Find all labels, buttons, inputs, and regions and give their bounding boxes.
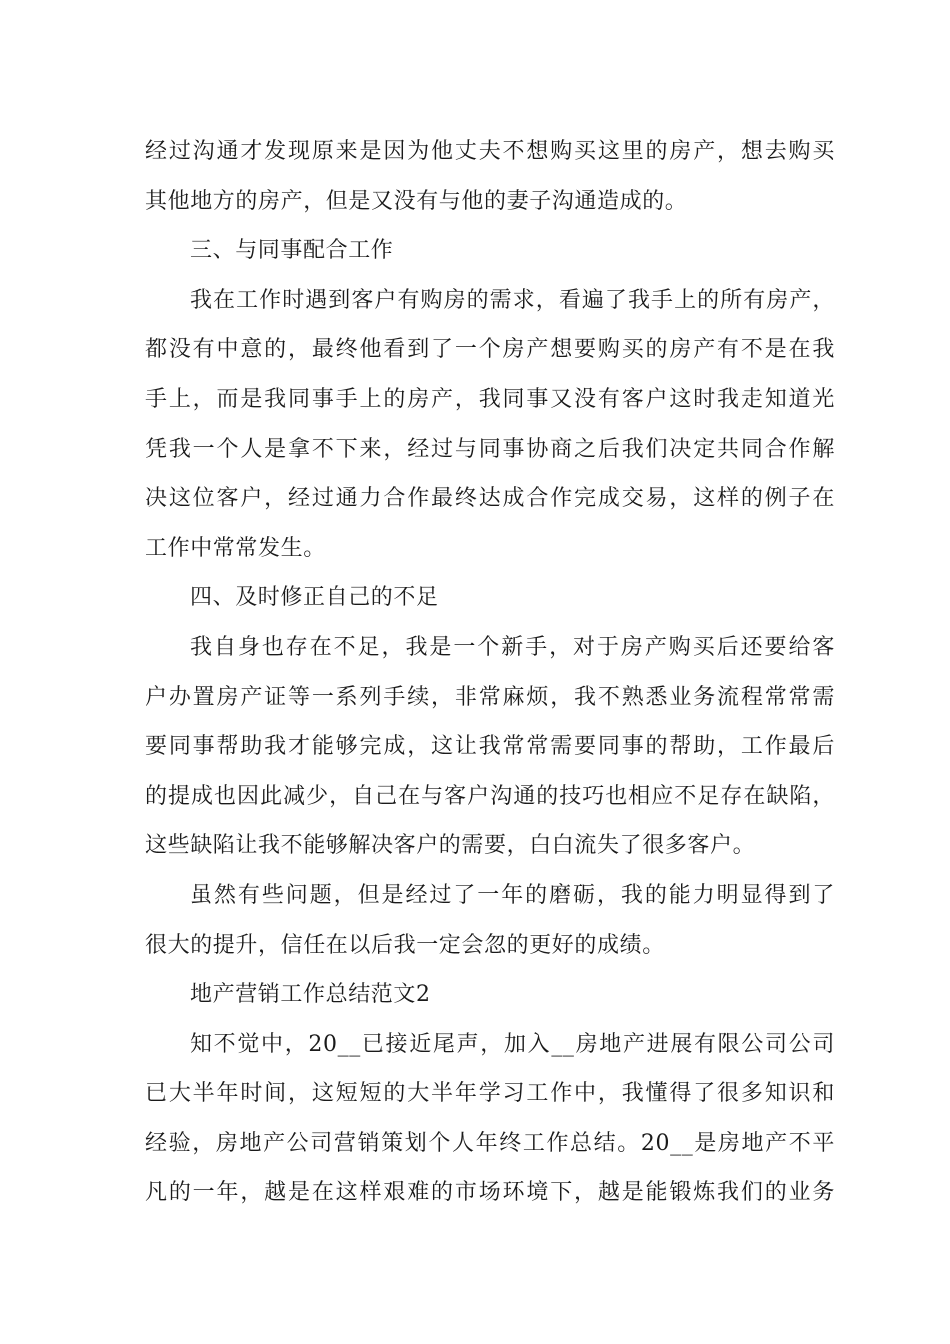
paragraph-line: 经过沟通才发现原来是因为他丈夫不想购买这里的房产，想去购买	[145, 139, 835, 164]
paragraph-line: 手上，而是我同事手上的房产，我同事又没有客户这时我走知道光	[145, 386, 835, 412]
section-heading: 四、及时修正自己的不足	[190, 585, 439, 611]
paragraph-line: 知不觉中，20__已接近尾声，加入__房地产进展有限公司公司	[190, 1031, 835, 1057]
paragraph-line: 经验，房地产公司营销策划个人年终工作总结。20__是房地产不平	[145, 1130, 835, 1156]
paragraph-line: 我在工作时遇到客户有购房的需求，看遍了我手上的所有房产，	[190, 287, 835, 313]
document-body	[145, 127, 835, 1218]
section-heading: 地产营销工作总结范文2	[190, 982, 431, 1008]
paragraph-line: 户办置房产证等一系列手续，非常麻烦，我不熟悉业务流程常常需	[145, 684, 835, 710]
paragraph-line: 凡的一年，越是在这样艰难的市场环境下，越是能锻炼我们的业务	[145, 1180, 835, 1206]
paragraph-line: 我自身也存在不足，我是一个新手，对于房产购买后还要给客	[190, 634, 835, 660]
paragraph-line: 都没有中意的，最终他看到了一个房产想要购买的房产有不是在我	[145, 337, 835, 363]
paragraph-line: 很大的提升，信任在以后我一定会忽的更好的成绩。	[145, 932, 665, 958]
paragraph-line: 虽然有些问题，但是经过了一年的磨砺，我的能力明显得到了	[190, 882, 835, 908]
paragraph-line: 工作中常常发生。	[145, 535, 326, 561]
paragraph-line: 凭我一个人是拿不下来，经过与同事协商之后我们决定共同合作解	[145, 436, 835, 462]
paragraph-line: 决这位客户，经过通力合作最终达成合作完成交易，这样的例子在	[145, 486, 835, 512]
section-heading: 三、与同事配合工作	[190, 238, 394, 264]
paragraph-line: 已大半年时间，这短短的大半年学习工作中，我懂得了很多知识和	[145, 1081, 835, 1107]
paragraph-line: 要同事帮助我才能够完成，这让我常常需要同事的帮助，工作最后	[145, 734, 835, 760]
paragraph-line: 其他地方的房产，但是又没有与他的妻子沟通造成的。	[145, 188, 688, 214]
paragraph-line: 这些缺陷让我不能够解决客户的需要，白白流失了很多客户。	[145, 833, 756, 859]
paragraph-line: 的提成也因此减少，自己在与客户沟通的技巧也相应不足存在缺陷，	[145, 783, 835, 809]
